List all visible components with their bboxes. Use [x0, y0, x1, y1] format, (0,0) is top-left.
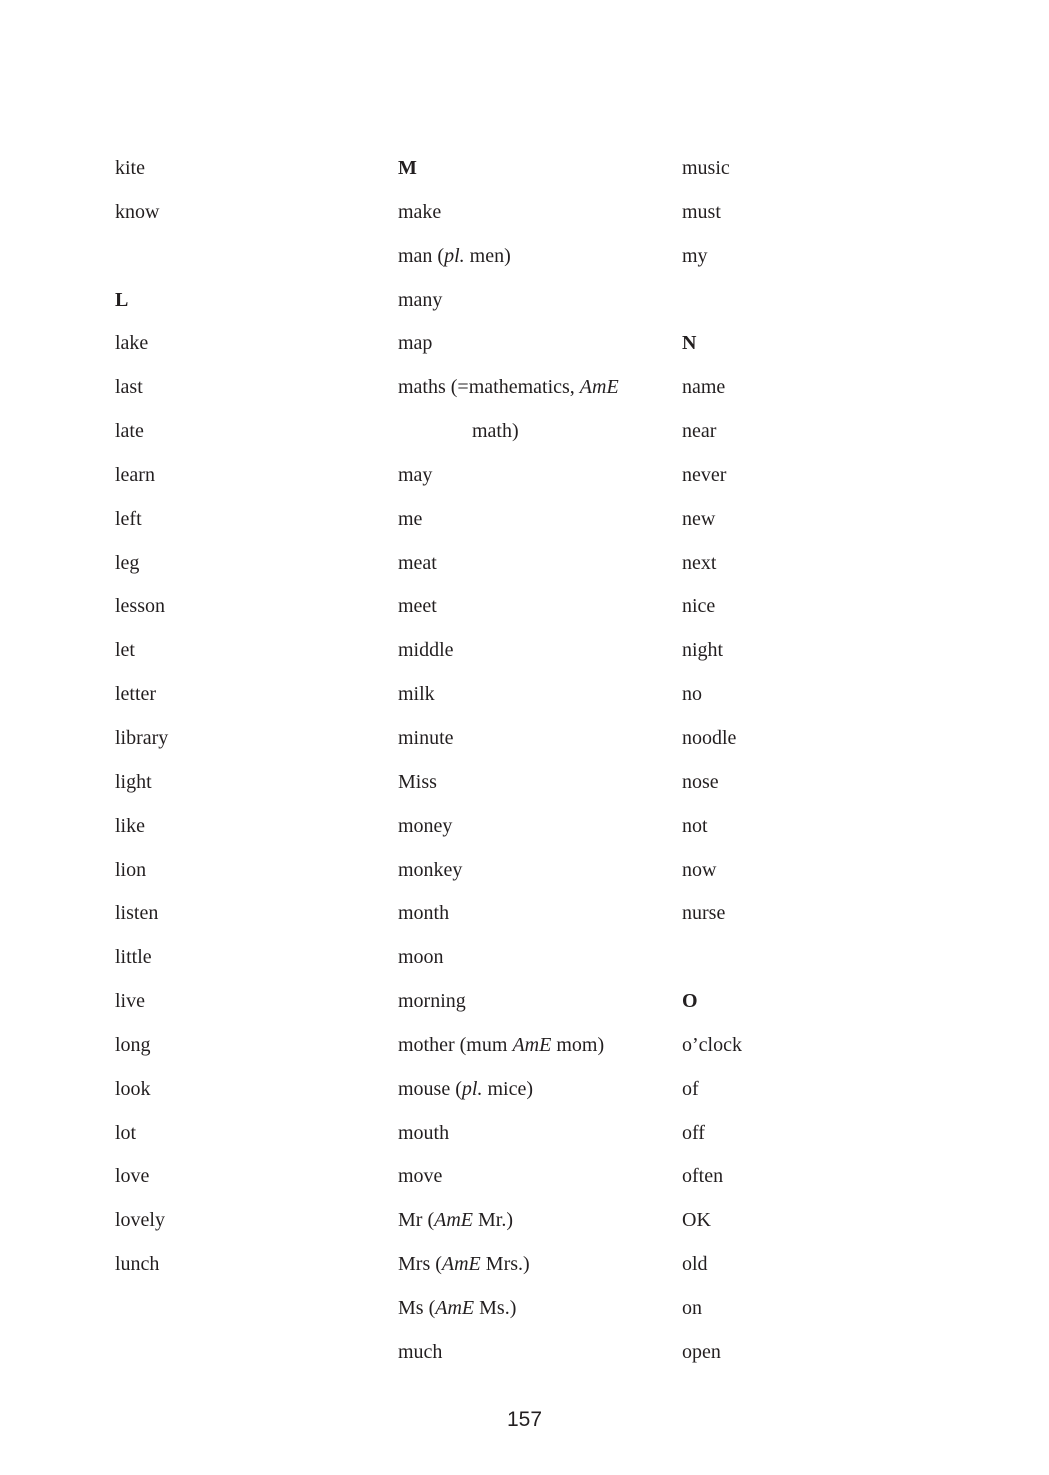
word-entry: open [682, 1340, 721, 1363]
word-entry: much [398, 1340, 443, 1363]
word-entry: noodle [682, 726, 737, 749]
section-letter-heading: O [682, 990, 698, 1013]
word-entry: Ms (AmE Ms.) [398, 1296, 517, 1319]
word-entry: make [398, 200, 442, 223]
word-entry: listen [115, 902, 159, 925]
word-entry: light [115, 770, 152, 793]
word-entry: night [682, 639, 724, 662]
word-entry: no [682, 683, 702, 706]
word-entry: library [115, 726, 169, 749]
word-entry: map [398, 332, 433, 355]
word-entry: nose [682, 770, 719, 793]
word-entry: little [115, 946, 152, 969]
section-letter-heading: L [115, 288, 129, 311]
word-entry: love [115, 1165, 150, 1188]
blank-spacer [682, 286, 952, 330]
word-entry: off [682, 1121, 705, 1144]
word-entry: month [398, 902, 450, 925]
word-entry: lot [115, 1121, 137, 1144]
word-entry: music [682, 157, 730, 179]
word-entry: Miss [398, 770, 437, 793]
word-entry: late [115, 420, 144, 443]
word-entry: nice [682, 595, 716, 618]
word-entry: move [398, 1165, 443, 1188]
word-entry: not [682, 814, 708, 837]
word-entry-continuation: math) [472, 420, 519, 443]
word-entry: Mr (AmE Mr.) [398, 1209, 513, 1232]
word-entry: OK [682, 1209, 711, 1232]
word-entry: minute [398, 726, 454, 749]
word-entry: o’clock [682, 1033, 742, 1056]
word-entry: let [115, 639, 135, 662]
word-entry: now [682, 858, 717, 881]
word-entry: me [398, 507, 423, 530]
word-entry: know [115, 200, 160, 223]
word-entry: man (pl. men) [398, 244, 511, 267]
word-entry: many [398, 288, 443, 311]
word-entry: maths (=mathematics, AmE [398, 376, 619, 399]
word-entry: lovely [115, 1209, 165, 1232]
word-entry: money [398, 814, 453, 837]
word-entry: long [115, 1033, 151, 1056]
word-entry: milk [398, 683, 435, 706]
word-entry: nurse [682, 902, 726, 925]
blank-spacer [682, 943, 952, 987]
word-entry: of [682, 1077, 699, 1100]
word-entry: monkey [398, 858, 463, 881]
word-entry: Mrs (AmE Mrs.) [398, 1253, 530, 1276]
word-entry: kite [115, 157, 145, 179]
word-entry: lunch [115, 1253, 160, 1276]
word-entry: mouse (pl. mice) [398, 1077, 533, 1100]
word-entry: mouth [398, 1121, 450, 1144]
section-letter-heading: M [398, 157, 417, 179]
page-number: 157 [506, 1408, 543, 1431]
section-letter-heading: N [682, 332, 697, 355]
word-entry: leg [115, 551, 140, 574]
word-entry: new [682, 507, 716, 530]
word-entry: live [115, 990, 145, 1013]
word-entry: meet [398, 595, 437, 618]
word-entry: letter [115, 683, 157, 706]
word-entry: name [682, 376, 726, 399]
word-entry: may [398, 463, 433, 486]
word-entry: lake [115, 332, 149, 355]
word-entry: like [115, 814, 145, 837]
word-entry: near [682, 420, 717, 443]
word-entry: lesson [115, 595, 165, 618]
word-column-1 [115, 154, 385, 1294]
word-entry: learn [115, 463, 155, 486]
word-entry: on [682, 1296, 702, 1319]
word-entry: look [115, 1077, 151, 1100]
blank-spacer [115, 242, 385, 286]
word-entry: must [682, 200, 721, 223]
word-entry: morning [398, 990, 466, 1013]
word-entry: old [682, 1253, 708, 1276]
word-entry: meat [398, 551, 437, 574]
word-entry: my [682, 244, 708, 267]
word-entry: moon [398, 946, 444, 969]
word-entry: lion [115, 858, 147, 881]
word-entry: mother (mum AmE mom) [398, 1033, 605, 1056]
word-entry: often [682, 1165, 724, 1188]
word-entry: last [115, 376, 143, 399]
word-column-3 [682, 154, 952, 1382]
word-entry: never [682, 463, 727, 486]
word-entry: middle [398, 639, 454, 662]
word-entry: left [115, 507, 142, 530]
word-column-2 [398, 154, 668, 1382]
word-entry: next [682, 551, 717, 574]
